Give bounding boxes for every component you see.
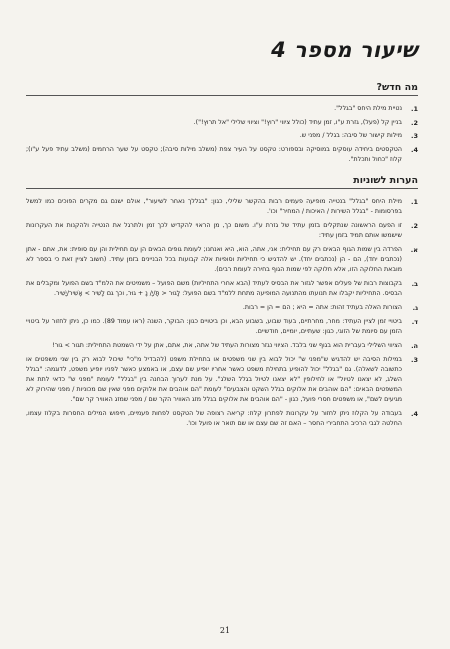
list-item (26, 145, 418, 165)
list-item (26, 118, 418, 128)
linguistic-notes-list (26, 197, 418, 429)
list-item (26, 197, 418, 217)
page-title: שיעור מספר 4 (271, 38, 418, 62)
item-text: בעבודה על הקלוז ניתן לחזור על עקרונות לפתרון קלוז: קריאה רצופה של הטקסט לפחות פעמיים, חיפוש המילים החסרות בקלוז עצמו, החלטה לגבי הרכיב התחבירי החסר – האם זה שם עצם או שם תואר או פועל וכו'. (26, 409, 402, 427)
item-number: 1. (410, 105, 418, 113)
item-number: ג. (412, 303, 418, 312)
list-item (26, 279, 418, 299)
linguistic-notes-heading: הערות לשוניות (353, 174, 418, 186)
item-text: בקבוצות רבות של פעלים אפשר לגזור את הבסיס לעתיד (הבא אחרי התחיליות) משם הפועל – משמיטים את הלמ"ד בשם הפועל ומקבלים את הבסיס. התחיליות יקבלו את תנועתו מהתנועה המופיעה מתחת ללמ"ד בשם הפועל: לָגוּר < תָּ/יָ/ נָ + גוּר, וכך גם לָשִׁיר > אָשִׁיר/יָשִׁיר. (26, 279, 402, 297)
item-text: הציווי השלילי בעברית הוא בגוף שני בלבד. הציווי נגזר מצורות העתיד של אתה, את, אתם, אתן על ידי השמטת התחילית: תגור > גור! (52, 341, 402, 349)
item-text: נטיית מילת היחס "בגלל". (334, 105, 402, 112)
item-number: 3. (410, 132, 418, 140)
section-divider (26, 95, 418, 96)
whats-new-list (26, 104, 418, 165)
item-text: מילת היחס "בגלל" בנטייה מופיעה פעמים רבות בהקשר שלילי, כגון: "בגללך נאחר לשיעור", אולם ישנם גם מקרים הפוכים כמו למשל בפרסומות - "בגלל השירות / האיכות / המחיר" וכו'. (26, 197, 402, 215)
item-text: ביטויי זמן לציין העתיד: מחר, מחרתיים, בעוד שבוע, בשבוע הבא, וכן ביטויים כגון: הבוקר, השנה (ראו עמוד 89). כמו כן, ניתן לחזור על ביטויי הזמן עם סיומת של הזוגי, כגון: שעתיים, יומיים, חודשיים. (26, 317, 402, 335)
page-number: 21 (219, 626, 231, 635)
item-number: ד. (411, 317, 418, 326)
item-number: 4. (410, 409, 418, 418)
list-item (26, 317, 418, 337)
item-text: בניין קל (פעל), גזרת ע"ו, זמן עתיד (כולל ציווי "רוץ!" וציווי שלילי "אל תרוץ!"). (193, 118, 402, 126)
list-item (26, 131, 418, 141)
list-item (26, 104, 418, 114)
item-number: 3. (410, 355, 418, 364)
item-text: הטקסטים ביחידה עוסקים במוסיקה ובספורט: טקסט על העיר צפת (משלב מילות סיבה); טקסט על שער הרחמים (משלב עתיד פעל ע"ו); קלוז "כחול ותכלת". (26, 145, 402, 163)
item-number: 4. (410, 145, 418, 154)
item-number: 2. (410, 118, 418, 127)
list-item (26, 409, 418, 429)
item-text: הפרדה בין שמות הגוף הבאים רק עם תחילית: אני, אתה, הוא, היא ואנחנו; לעומת גופים הבאים הן עם תחילית והן עם סופית: את, אתם - אתן (נכתבים יחד), הם - הן (נכתבים יחד). יש להדגיש כי תחיליות וסופיות אלה קבועות בכל הבניינים בזמן עתיד. (חשוב לציין זאת כי בספר לא מובאת החלוקה הזו, אלא חלוקה לפי שמות הגוף בחירה לעומת רבים). (26, 245, 402, 273)
item-text: זו הפעם הראשונה שנתקלים בזמן עתיד של גזרת ע"ו. משום כך, מן הראוי להקדיש לכך זמן ולתרגל את הנטייה ולהקנות את העקרונות שישמשו אותם תמיד בזמן עתיד: (26, 221, 402, 239)
item-text: הצורות האלה בעתיד זהות: אתה = היא ; הם = הן = רבות. (242, 303, 402, 311)
whats-new-section (26, 82, 418, 165)
list-item (26, 221, 418, 241)
linguistic-notes-section (26, 175, 418, 429)
item-number: 2. (410, 221, 418, 230)
whats-new-heading: מה חדש? (376, 82, 418, 93)
item-number: 1. (410, 197, 418, 206)
item-text: מילות קישור של סיבה: בגלל / מפני ש. (299, 132, 402, 139)
item-text: במילות הסיבה יש להדגיש ש"מפני ש" יכול לבוא בין שני משפטים או בתחילת משפט (להבדיל מ"כי" שיכול לבוא רק בין שני משפטים או כתשובה לשאלה). גם "בגלל" יכול להופיע בתחילת משפט כאשר אחריו יופיע שם עצם, או באמצע כאשר לפניו יופיע משפט, לדוגמה: "בגלל השלג, לא יצאנו לטיול" או לחילופין "לא יצאנו לטיול בגלל השלג". על מנת לערוך הבחנה בין "בגלל" לעומת "מפני ש" כדאי לתת את המשפטים הבאים: "הם אוהבים את אלוקים בגלל השקט והצבעים" לעומת "הם אוהבים את אלוקים מפני שאין שם מכוניות / מפני שהירוק לא מגיעים לשם", או משפטים חסרי פועל, כגון - "הם אוהבים את אלוקים בגלל מזג האוויר הקר שם / מפני שמזג האוויר קר שם". (26, 355, 402, 403)
list-item (26, 341, 418, 351)
list-item (26, 355, 418, 405)
list-item (26, 303, 418, 313)
section-divider (26, 188, 418, 189)
item-number: ה. (411, 341, 418, 350)
list-item (26, 245, 418, 275)
item-number: ב. (411, 279, 418, 288)
item-number: א. (410, 245, 418, 254)
